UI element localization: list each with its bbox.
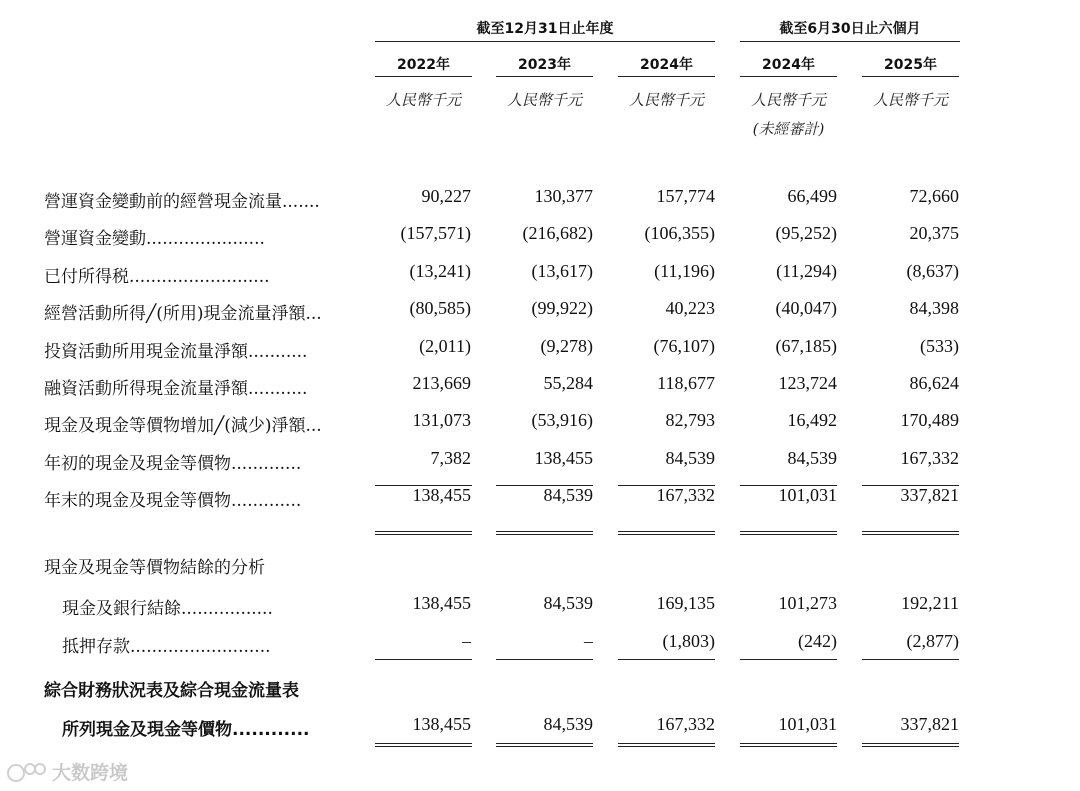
subtotal-rule	[618, 659, 715, 660]
year-rule	[862, 76, 959, 77]
total-double-rule	[618, 531, 715, 535]
watermark-logo-icon	[6, 760, 48, 784]
row-value: (40,047)	[775, 298, 837, 319]
row-value: 170,489	[900, 410, 959, 431]
row-label: 已付所得税..........................	[44, 266, 270, 287]
row-value: 138,455	[412, 485, 471, 506]
row-label: 現金及現金等價物增加╱(減少)淨額...	[44, 416, 322, 437]
row-value: 84,539	[543, 485, 593, 506]
summary-title: 綜合財務狀況表及綜合現金流量表	[44, 681, 299, 701]
year-2024: 2024年	[640, 57, 693, 73]
subtotal-rule	[496, 485, 593, 486]
year-rule	[618, 76, 715, 77]
row-value: 123,724	[778, 373, 837, 393]
total-double-rule	[862, 531, 959, 535]
row-label: 營運資金變動......................	[44, 229, 265, 250]
subtotal-rule	[862, 659, 959, 660]
total-double-rule	[740, 531, 837, 535]
row-value: 337,821	[900, 485, 959, 506]
year-2025-interim: 2025年	[884, 57, 937, 73]
row-value: 118,677	[657, 373, 715, 393]
row-value: (2,877)	[906, 631, 959, 651]
subtotal-rule	[496, 659, 593, 660]
subtotal-rule	[618, 485, 715, 486]
subtotal-rule	[375, 485, 472, 486]
row-value: (1,803)	[662, 631, 715, 651]
year-2022: 2022年	[397, 57, 450, 73]
summary-value: 101,031	[778, 714, 837, 734]
row-value: 90,227	[421, 186, 471, 206]
row-value: 84,539	[787, 447, 837, 468]
row-value: (242)	[798, 631, 837, 651]
row-value: (99,922)	[531, 298, 593, 319]
row-value: 7,382	[430, 447, 471, 468]
unit-label: 人民幣千元	[872, 91, 948, 109]
year-rule	[496, 76, 593, 77]
row-value: 101,273	[778, 593, 837, 613]
row-value: –	[584, 631, 593, 651]
summary-value: 337,821	[900, 714, 959, 734]
row-label: 抵押存款..........................	[62, 637, 271, 657]
total-double-rule	[618, 743, 715, 747]
row-value: 20,375	[909, 223, 959, 244]
watermark	[6, 758, 128, 785]
summary-value: 167,332	[656, 714, 715, 734]
year-rule	[375, 76, 472, 77]
row-value: (157,571)	[400, 223, 471, 244]
subtotal-rule	[862, 485, 959, 486]
row-value: (8,637)	[906, 260, 959, 281]
unit-label: 人民幣千元	[750, 91, 826, 109]
row-value: 101,031	[778, 485, 837, 506]
row-value: 84,539	[665, 447, 715, 468]
header-annual-group: 截至12月31日止年度	[476, 21, 614, 37]
row-value: (67,185)	[775, 335, 837, 356]
row-label: 年末的現金及現金等價物.............	[44, 491, 302, 512]
row-value: (80,585)	[409, 298, 471, 319]
row-value: (13,241)	[409, 260, 471, 281]
row-value: 192,211	[901, 593, 959, 613]
analysis-title: 現金及現金等價物結餘的分析	[44, 558, 265, 578]
unaudited-note: (未經審計)	[752, 120, 825, 138]
row-value: 84,539	[543, 593, 593, 613]
total-double-rule	[740, 743, 837, 747]
row-value: 213,669	[412, 373, 471, 393]
watermark-text: 大数跨境	[52, 762, 129, 784]
row-value: (76,107)	[653, 335, 715, 356]
total-double-rule	[375, 531, 472, 535]
row-label: 投資活動所用現金流量淨額...........	[44, 341, 308, 362]
total-double-rule	[496, 531, 593, 535]
row-value: 86,624	[909, 373, 959, 393]
total-double-rule	[375, 743, 472, 747]
row-value: 138,455	[412, 593, 471, 613]
total-double-rule	[496, 743, 593, 747]
subtotal-rule	[740, 659, 837, 660]
row-value: (106,355)	[644, 223, 715, 244]
summary-label: 所列現金及現金等價物............	[62, 720, 310, 740]
row-value: (53,916)	[531, 410, 593, 431]
row-label: 現金及銀行結餘.................	[62, 599, 273, 619]
unit-label: 人民幣千元	[506, 91, 582, 109]
row-value: 66,499	[787, 186, 837, 206]
row-value: 82,793	[665, 410, 715, 431]
row-label: 年初的現金及現金等價物.............	[44, 453, 302, 474]
summary-value: 138,455	[412, 714, 471, 734]
row-value: 169,135	[656, 593, 715, 613]
row-value: (533)	[920, 335, 959, 356]
row-value: (2,011)	[419, 335, 471, 356]
row-value: 72,660	[909, 186, 959, 206]
row-value: (13,617)	[531, 260, 593, 281]
year-2024-interim: 2024年	[762, 57, 815, 73]
year-rule	[740, 76, 837, 77]
row-label: 營運資金變動前的經營現金流量.......	[44, 192, 320, 212]
header-interim-rule	[740, 41, 960, 42]
row-label: 融資活動所得現金流量淨額...........	[44, 379, 308, 399]
row-value: 130,377	[534, 186, 593, 206]
unit-label: 人民幣千元	[628, 91, 704, 109]
unit-label: 人民幣千元	[385, 91, 461, 109]
header-annual-rule	[375, 41, 715, 42]
row-value: (11,196)	[654, 260, 715, 281]
summary-value: 84,539	[543, 714, 593, 734]
row-value: (11,294)	[776, 260, 837, 281]
row-value: 40,223	[665, 298, 715, 319]
row-value: 84,398	[909, 298, 959, 319]
total-double-rule	[862, 743, 959, 747]
header-interim-group: 截至6月30日止六個月	[779, 21, 921, 37]
subtotal-rule	[740, 485, 837, 486]
row-value: (95,252)	[775, 223, 837, 244]
row-label: 經營活動所得╱(所用)現金流量淨額...	[44, 304, 322, 325]
row-value: 157,774	[656, 186, 715, 206]
row-value: 16,492	[787, 410, 837, 431]
subtotal-rule	[375, 659, 472, 660]
row-value: –	[462, 631, 471, 651]
row-value: 55,284	[543, 373, 593, 393]
row-value: 167,332	[656, 485, 715, 506]
row-value: (216,682)	[522, 223, 593, 244]
row-value: 138,455	[534, 447, 593, 468]
row-value: (9,278)	[540, 335, 593, 356]
row-value: 131,073	[412, 410, 471, 431]
year-2023: 2023年	[518, 57, 571, 73]
row-value: 167,332	[900, 447, 959, 468]
